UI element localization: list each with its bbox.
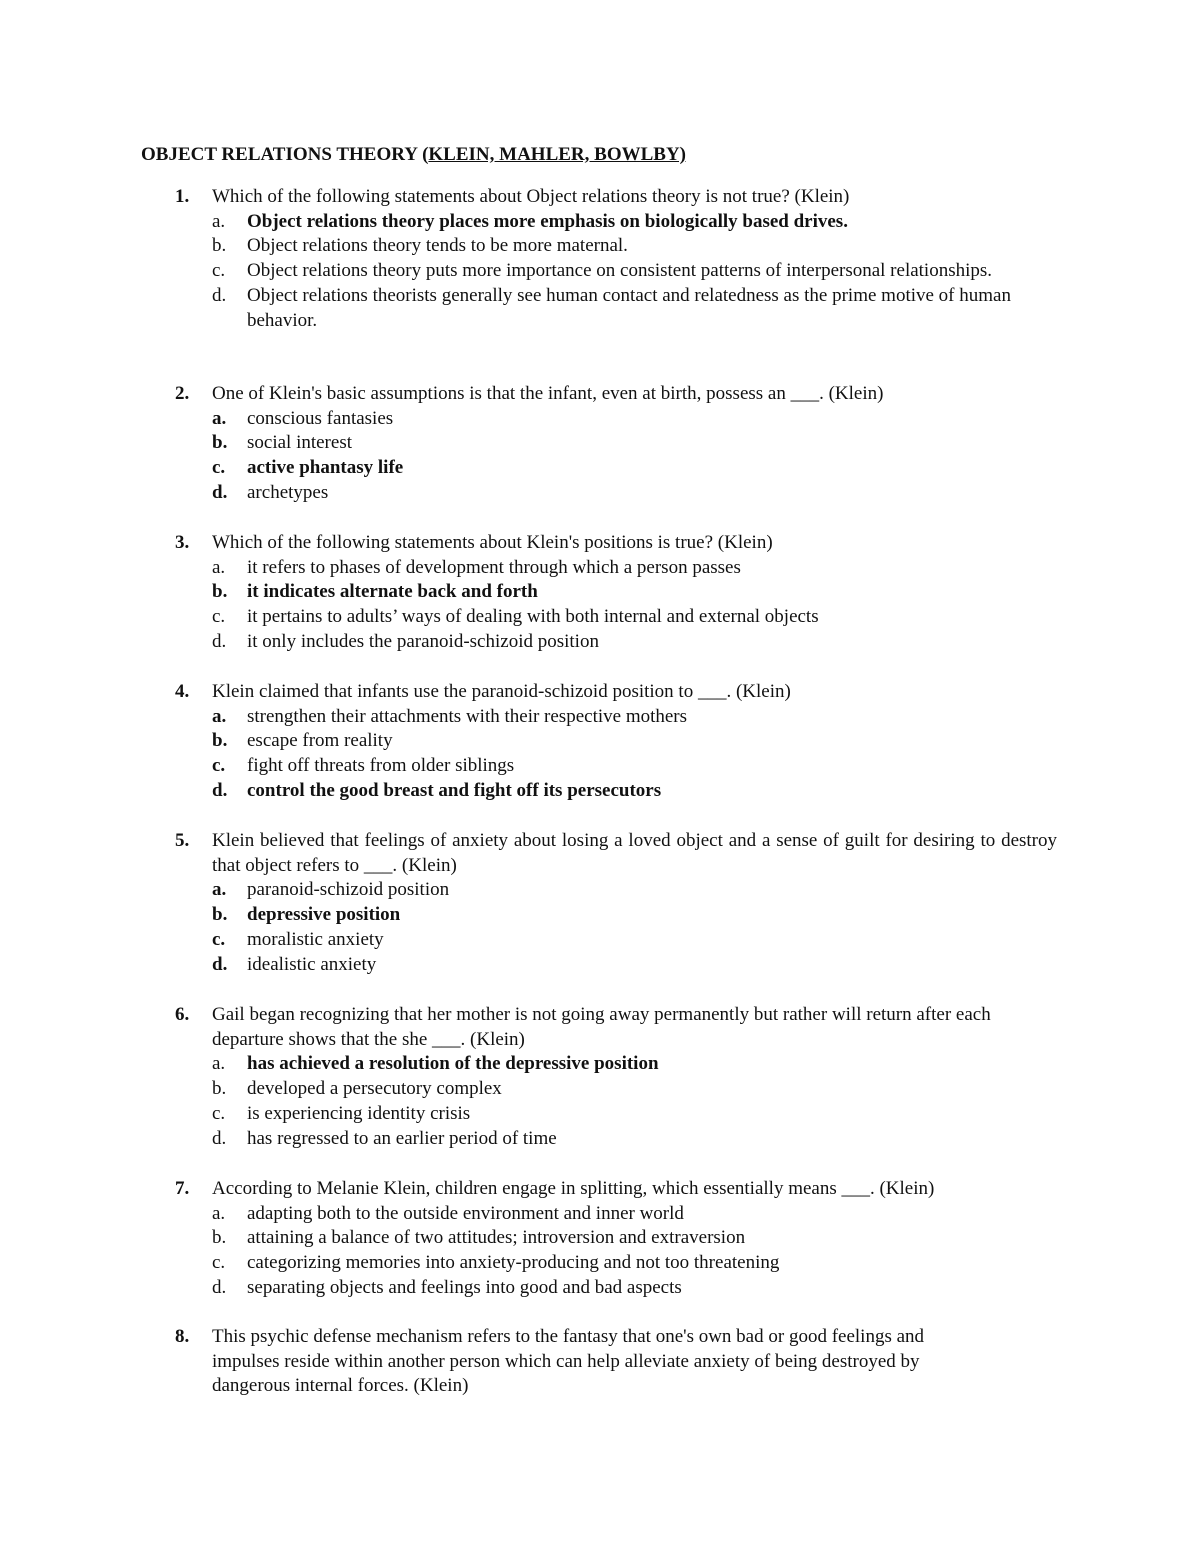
option-text: paranoid-schizoid position [247, 879, 450, 901]
option-letter: b. [212, 1078, 227, 1100]
option-c [141, 259, 1057, 284]
option-c [141, 754, 1057, 779]
options-list [141, 1052, 1057, 1151]
option-d [141, 779, 1057, 804]
question-5 [141, 829, 1057, 977]
option-letter: d. [212, 953, 228, 975]
title-authors: KLEIN, MAHLER, BOWLBY) [428, 144, 686, 165]
option-text: strengthen their attachments with their respective mothers [247, 705, 688, 727]
question-stem [141, 1177, 1057, 1202]
option-letter: c. [212, 928, 226, 950]
option-letter: d. [212, 284, 227, 306]
option-letter: a. [212, 1053, 226, 1075]
option-letter: d. [212, 630, 227, 652]
option-d [141, 481, 1057, 506]
option-text: attaining a balance of two attitudes; introversion and extraversion [247, 1227, 746, 1249]
option-letter: c. [212, 606, 226, 628]
option-c [141, 456, 1057, 481]
option-a [141, 556, 1057, 581]
option-text: adapting both to the outside environment and inner world [247, 1202, 684, 1224]
options-list [141, 705, 1057, 804]
question-number: 7. [175, 1178, 190, 1199]
option-b [141, 1077, 1057, 1102]
question-text: Which of the following statements about Klein's positions is true? (Klein) [212, 532, 773, 553]
option-letter: c. [212, 260, 226, 282]
option-text: depressive position [247, 904, 401, 926]
question-stem [141, 1003, 1057, 1052]
question-3 [141, 531, 1057, 655]
option-text: it refers to phases of development through which a person passes [247, 556, 741, 578]
question-1 [141, 185, 1057, 333]
option-d [141, 630, 1057, 655]
option-text: is experiencing identity crisis [247, 1102, 471, 1124]
option-b [141, 1226, 1057, 1251]
option-letter: d. [212, 1127, 227, 1149]
option-letter: b. [212, 904, 228, 926]
option-text: it only includes the paranoid-schizoid position [247, 630, 599, 652]
option-text: moralistic anxiety [247, 928, 384, 950]
option-letter: a. [212, 210, 226, 232]
option-c [141, 928, 1057, 953]
option-b [141, 234, 1057, 259]
options-list [141, 1202, 1057, 1301]
option-letter: b. [212, 730, 228, 752]
option-letter: c. [212, 1252, 226, 1274]
option-letter: d. [212, 779, 228, 801]
option-letter: a. [212, 1202, 226, 1224]
option-b [141, 431, 1057, 456]
option-letter: c. [212, 457, 226, 479]
option-d [141, 1127, 1057, 1152]
option-text: it indicates alternate back and forth [247, 581, 538, 603]
question-stem [141, 829, 1057, 878]
options-list [141, 556, 1057, 655]
question-stem [141, 680, 1057, 705]
option-c [141, 1251, 1057, 1276]
option-text: idealistic anxiety [247, 953, 377, 975]
option-letter: b. [212, 581, 228, 603]
question-number: 8. [175, 1326, 190, 1347]
option-a [141, 1202, 1057, 1227]
option-d [141, 284, 1057, 333]
question-stem [141, 1325, 1057, 1399]
document-title [141, 143, 686, 167]
option-d [141, 1276, 1057, 1301]
option-letter: b. [212, 432, 228, 454]
option-text: conscious fantasies [247, 407, 394, 429]
option-text: Object relations theorists generally see human contact and relatedness as the prime motive of human behavior. [247, 284, 1011, 331]
question-stem [141, 185, 1057, 210]
question-text: One of Klein's basic assumptions is that the infant, even at birth, possess an ___. (Klein) [212, 383, 884, 404]
option-b [141, 903, 1057, 928]
question-text: Klein claimed that infants use the paranoid-schizoid position to ___. (Klein) [212, 681, 791, 702]
option-letter: c. [212, 755, 226, 777]
question-number: 3. [175, 532, 190, 553]
option-letter: a. [212, 556, 226, 578]
option-letter: a. [212, 879, 227, 901]
question-text: According to Melanie Klein, children engage in splitting, which essentially means ___. (Klein) [212, 1178, 935, 1199]
option-letter: b. [212, 235, 227, 257]
question-text: This psychic defense mechanism refers to the fantasy that one's own bad or good feelings and impulses reside within another person which can help alleviate anxiety of being destroyed by dangerous internal forces. (Klein) [212, 1326, 925, 1397]
question-7 [141, 1177, 1057, 1301]
option-text: fight off threats from older siblings [247, 755, 515, 777]
option-text: has regressed to an earlier period of time [247, 1127, 557, 1149]
option-text: developed a persecutory complex [247, 1078, 502, 1100]
option-b [141, 580, 1057, 605]
option-a [141, 407, 1057, 432]
option-text: separating objects and feelings into good and bad aspects [247, 1276, 682, 1298]
question-text: Klein believed that feelings of anxiety about losing a loved object and a sense of guilt for desiring to destroy that object refers to ___. (Klein) [212, 830, 1057, 876]
option-text: it pertains to adults’ ways of dealing with both internal and external objects [247, 606, 819, 628]
question-4 [141, 680, 1057, 804]
option-text: has achieved a resolution of the depressive position [247, 1053, 659, 1075]
options-list [141, 407, 1057, 506]
option-text: social interest [247, 432, 352, 454]
option-text: archetypes [247, 481, 329, 503]
option-text: escape from reality [247, 730, 393, 752]
option-a [141, 878, 1057, 903]
option-text: Object relations theory tends to be more maternal. [247, 235, 628, 257]
title-prefix: OBJECT RELATIONS THEORY ( [141, 144, 429, 165]
option-letter: a. [212, 705, 227, 727]
option-letter: a. [212, 407, 227, 429]
option-d [141, 953, 1057, 978]
option-c [141, 1102, 1057, 1127]
option-letter: d. [212, 481, 228, 503]
question-stem [141, 531, 1057, 556]
question-2 [141, 382, 1057, 506]
question-number: 6. [175, 1004, 190, 1025]
option-text: categorizing memories into anxiety-producing and not too threatening [247, 1252, 780, 1274]
option-letter: c. [212, 1102, 226, 1124]
options-list [141, 210, 1057, 334]
option-letter: d. [212, 1276, 227, 1298]
option-a [141, 705, 1057, 730]
question-number: 4. [175, 681, 190, 702]
option-text: Object relations theory places more emphasis on biologically based drives. [247, 210, 848, 232]
options-list [141, 878, 1057, 977]
question-6 [141, 1003, 1057, 1151]
option-b [141, 729, 1057, 754]
question-stem [141, 382, 1057, 407]
option-a [141, 210, 1057, 235]
question-number: 2. [175, 383, 190, 404]
option-letter: b. [212, 1227, 227, 1249]
option-c [141, 605, 1057, 630]
option-a [141, 1052, 1057, 1077]
question-8 [141, 1325, 1057, 1399]
question-number: 5. [175, 830, 190, 851]
option-text: control the good breast and fight off its persecutors [247, 779, 662, 801]
question-number: 1. [175, 186, 190, 207]
option-text: Object relations theory puts more importance on consistent patterns of interpersonal relationships. [247, 260, 993, 282]
question-text: Gail began recognizing that her mother is not going away permanently but rather will return after each departure shows that the she ___. (Klein) [212, 1004, 991, 1050]
question-text: Which of the following statements about Object relations theory is not true? (Klein) [212, 186, 850, 207]
option-text: active phantasy life [247, 457, 404, 479]
